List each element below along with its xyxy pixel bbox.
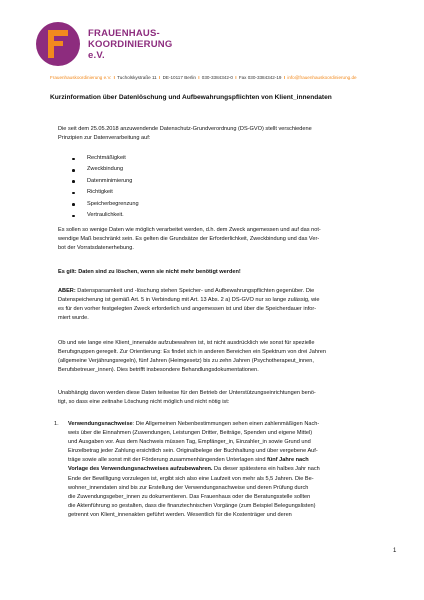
list-item: Datenminimierung <box>72 178 139 189</box>
independent-use-paragraph: Unabhängig davon werden diese Daten teilweise für den Betrieb der Unterstützungseinrichtungen benö- tigt, so dass eine zeitnahe Löschung nicht möglich und nicht nötig ist: <box>58 390 316 405</box>
intro-paragraph: Die seit dem 25.05.2018 anzuwendende Datenschutz-Grundverordnung (DS-GVO) stellt verschiedene Prinzipien zur Datenverarbeitung auf: <box>58 126 312 141</box>
item-number: 1. <box>54 421 59 427</box>
principles-list <box>72 155 139 223</box>
list-item: Richtigkeit <box>72 189 139 200</box>
contact-address: Tucholskystraße 11 <box>117 75 157 80</box>
numbered-item-verwendungsnachweise: 1. Verwendungsnachweise: Die Allgemeinen Nebenbestimmungen sehen einen zahlenmäßigen Nach- weis über die Einnahmen (Zuwendungen, Leistungen Dritter, Beiträge, Spenden und eigene Mittel) und Ausgaben vor. Aus dem Nachweis müssen Tag, Empfänger_in, Einzahler_in sowie Grund und Einzelbetrag jeder Zahlung ersichtlich sein. Originalbelege der Buchhaltung und über vergebene Auf- träge sowie alle sonst mit der Förderung zusammenhängenden Unterlagen sind fünf Jahre nach Vorlage des Verwendungsnachweises aufzubewahren. Da dieser spätestens ein halbes Jahr nach Ende der Bewilligung vorzulegen ist, ergibt sich also eine Laufzeit von mehr als 5,5 Jahren. Die Be- wohner_innendaten sind bis zur Erstellung der Verwendungsnachweise und deren Prüfung durch die Zuwendungsgeber_innen zu dokumentieren. Das Frauenhaus oder die Beratungsstelle sollten die Aktenführung so gestalten, dass die finanztechnischen Vorgänge (zum Beispiel Belegungslisten) getrennt von Klient_innenakten geführt werden. Wesentlich für die Kostenträger und deren <box>54 421 320 518</box>
rule-statement: Es gilt: Daten sind zu löschen, wenn sie nicht mehr benötigt werden! <box>58 269 241 275</box>
logo-line-1: FRAUENHAUS- <box>88 28 160 39</box>
contact-line: Frauenhauskoordinierung e.V. I Tucholskystraße 11 I DE-10117 Berlin I 030-3384342-0 I Fax 030-3384342-19 I info@frauenhauskoordinierung.de <box>50 75 357 80</box>
list-item: Vertraulichkeit. <box>72 212 139 223</box>
data-minimization-paragraph: Es sollen so wenige Daten wie möglich verarbeitet werden, d.h. dem Zweck angemessen und auf das not- wendige Maß beschränkt sein. Es gelten die Grundsätze der Erforderlichkeit, Zweckbindung und das Ver- bot der Vorratsdatenerhebung. <box>58 227 321 251</box>
contact-city: DE-10117 Berlin <box>162 75 196 80</box>
contact-phone: 030-3384342-0 <box>201 75 233 80</box>
organization-logo <box>36 22 186 72</box>
retention-duration-paragraph: Ob und wie lange eine Klient_innenakte aufzubewahren ist, ist nicht ausdrücklich wie sonst für spezielle Berufsgruppen geregelt. Zur Orientierung: Es findet sich in anderen Bereichen ein Spektrum von drei Jahren (allgemeine Verjährungsregeln), fünf Jahren (Heimgesetz) bis zu zehn Jahren (Psychotherapeut_innen, Berufsbetreuer_innen). Dies betrifft insbesondere Behandlungsdokumentationen. <box>58 340 327 373</box>
list-item: Rechtmäßigkeit <box>72 155 139 166</box>
logo-line-2: KOORDINIERUNG e.V. <box>88 39 173 61</box>
list-item: Zweckbindung <box>72 166 139 177</box>
page-number: 1 <box>393 548 397 554</box>
contact-fax: Fax 030-3384342-19 <box>238 75 282 80</box>
list-item: Speicherbegrenzung <box>72 201 139 212</box>
aber-paragraph: ABER: Datensparsamkeit und -löschung stehen Speicher- und Aufbewahrungspflichten gegenüber. Die Datenspeicherung ist gemäß Art. 5 in Verbindung mit Art. 13 Abs. 2 a) DS-GVO nur so lange zulässig, wie es für den vorher festgelegten Zweck erforderlich und angemessen ist und über die Speicherdauer infor- miert wurde. <box>58 288 320 321</box>
contact-org-name: Frauenhauskoordinierung e.V. <box>50 75 112 80</box>
logo-f-icon <box>48 30 68 58</box>
document-title: Kurzinformation über Datenlöschung und Aufbewahrungspflichten von Klient_innendaten <box>50 94 332 101</box>
logo-wordmark <box>88 28 186 61</box>
contact-email-link[interactable]: info@frauenhauskoordinierung.de <box>287 75 357 80</box>
